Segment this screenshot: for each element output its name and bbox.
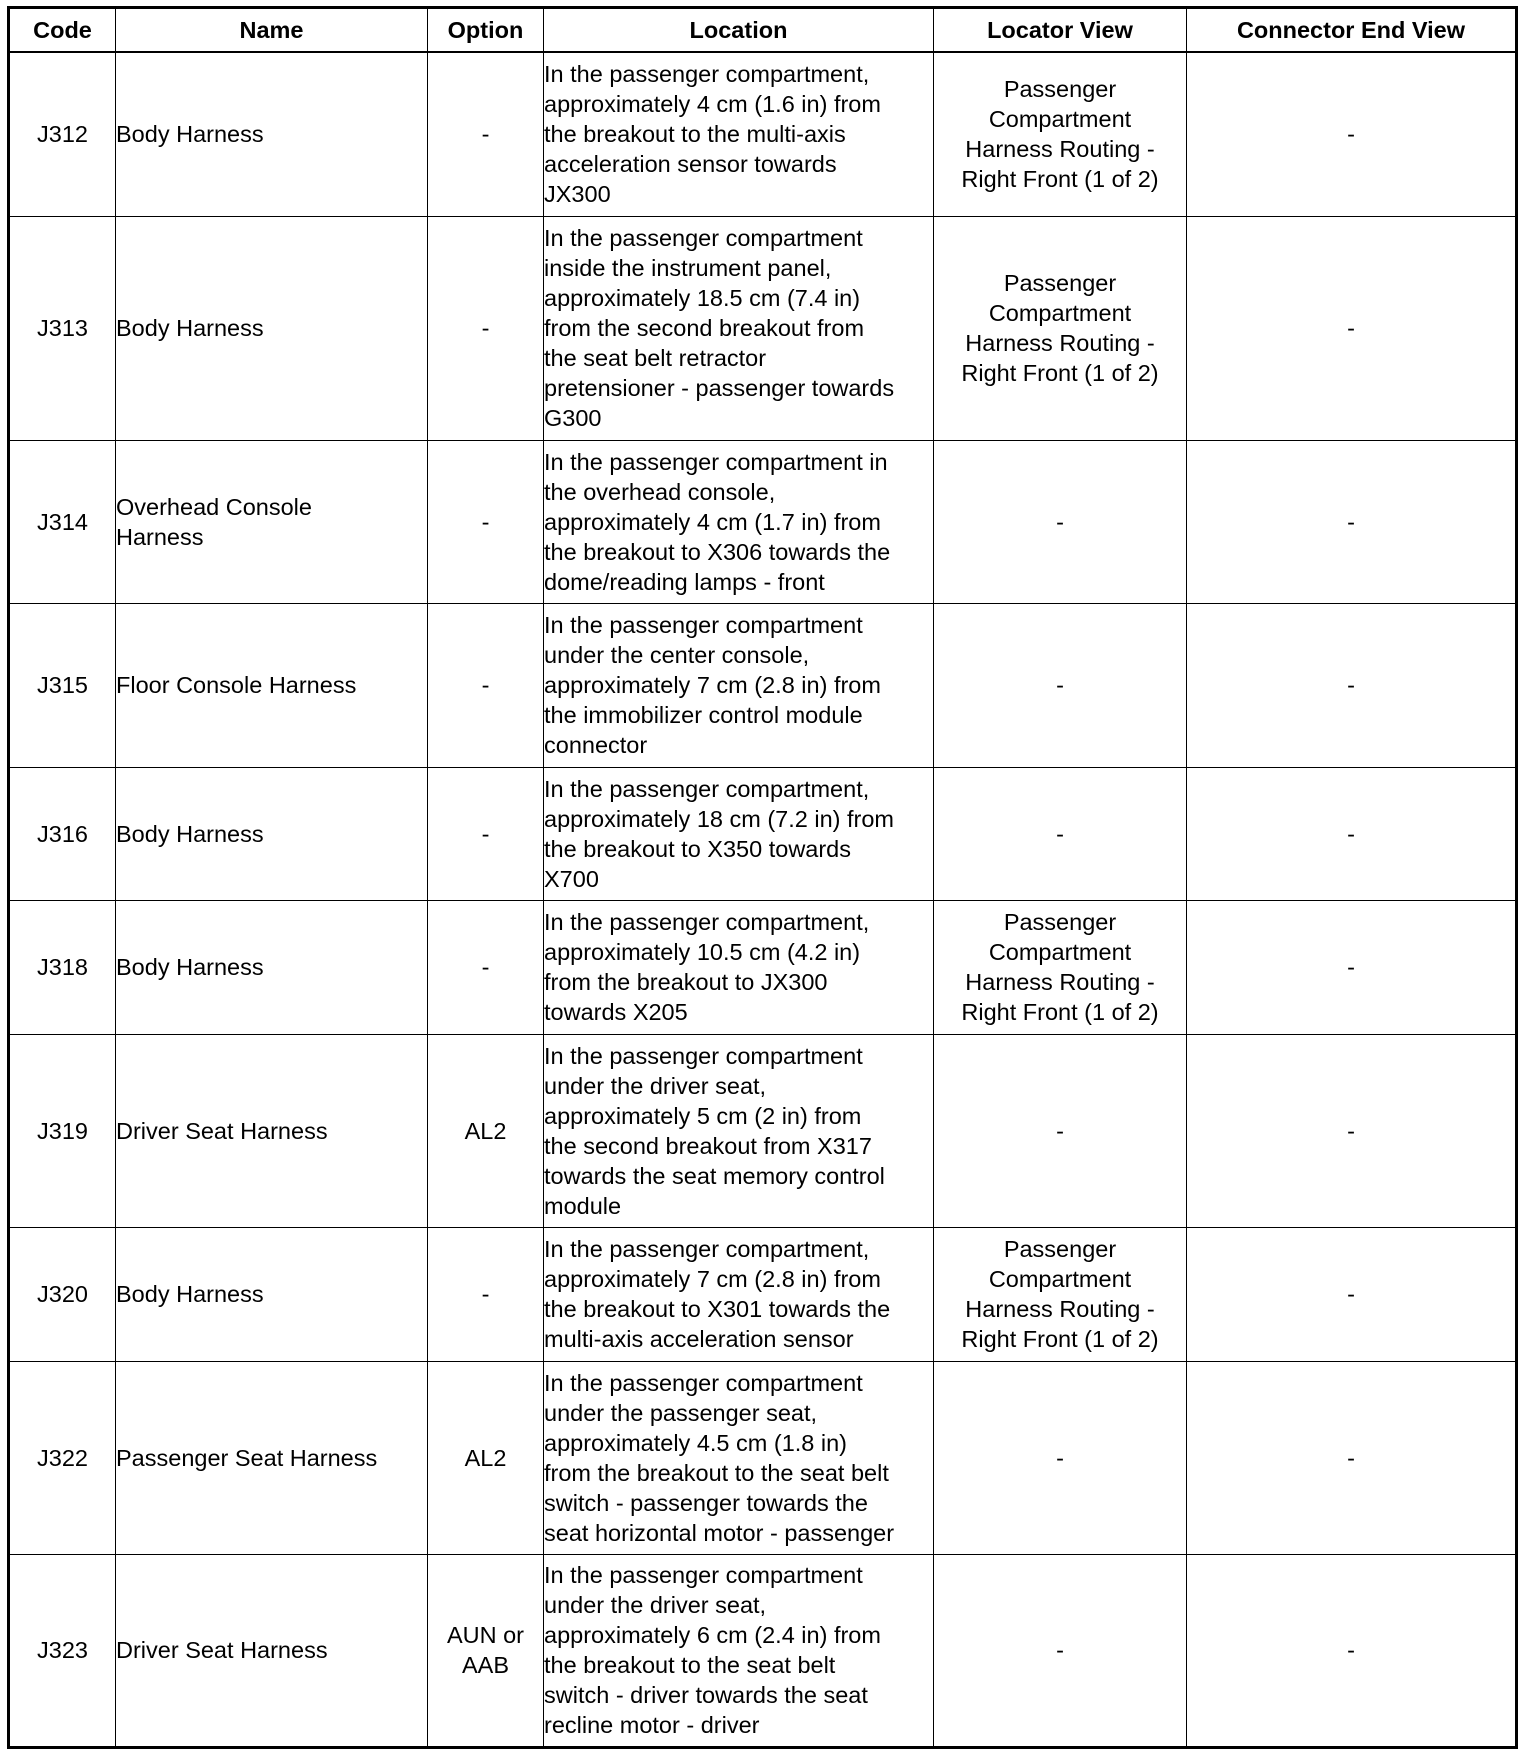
cell-connector-end-view: - xyxy=(1187,52,1517,216)
cell-location xyxy=(544,216,934,440)
cell-locator-view xyxy=(934,1554,1187,1747)
cell-connector-end-view: - xyxy=(1187,900,1517,1034)
cell-locator-view-text: Passenger Compartment Harness Routing - Right Front (1 of 2) xyxy=(961,76,1159,193)
cell-option-text: AL2 xyxy=(464,1117,507,1144)
cell-option xyxy=(428,1227,544,1361)
cell-locator-view xyxy=(934,767,1187,900)
cell-connector-end-view: - xyxy=(1187,216,1517,440)
cell-location xyxy=(544,900,934,1034)
cell-locator-view xyxy=(934,440,1187,603)
cell-connector-end-view: - xyxy=(1187,603,1517,767)
cell-option-text: - xyxy=(481,315,490,341)
cell-locator-view-text: - xyxy=(1056,1444,1064,1471)
table-row xyxy=(9,1034,1517,1227)
cell-name xyxy=(116,1034,428,1227)
table-row xyxy=(9,1361,1517,1554)
cell-name-text: Driver Seat Harness xyxy=(116,1117,328,1144)
cell-code: J318 xyxy=(9,900,116,1034)
cell-locator-view-text: - xyxy=(1056,672,1064,698)
cell-code: J322 xyxy=(9,1361,116,1554)
table-row xyxy=(9,767,1517,900)
header-locator-view: Locator View xyxy=(934,8,1187,53)
cell-location xyxy=(544,52,934,216)
cell-code: J315 xyxy=(9,603,116,767)
cell-connector-end-view: - xyxy=(1187,1554,1517,1747)
cell-locator-view-text: - xyxy=(1056,820,1064,847)
cell-locator-view-text: - xyxy=(1056,508,1064,535)
cell-location-text: In the passenger compartment under the driver seat, approximately 6 cm (2.4 in) from the breakout to the seat belt switch - driver towards the seat recline motor - driver xyxy=(544,1562,881,1738)
cell-code: J316 xyxy=(9,767,116,900)
header-location: Location xyxy=(544,8,934,53)
cell-location xyxy=(544,603,934,767)
cell-option xyxy=(428,1034,544,1227)
cell-option xyxy=(428,216,544,440)
cell-connector-end-view: - xyxy=(1187,1034,1517,1227)
cell-locator-view xyxy=(934,1361,1187,1554)
cell-location-text: In the passenger compartment under the driver seat, approximately 5 cm (2 in) from the second breakout from X317 towards the seat memory control module xyxy=(544,1042,885,1219)
cell-code: J319 xyxy=(9,1034,116,1227)
cell-name xyxy=(116,1227,428,1361)
table-row xyxy=(9,216,1517,440)
cell-location xyxy=(544,1361,934,1554)
cell-locator-view xyxy=(934,1034,1187,1227)
cell-connector-end-view: - xyxy=(1187,1361,1517,1554)
cell-connector-end-view: - xyxy=(1187,767,1517,900)
cell-locator-view xyxy=(934,216,1187,440)
cell-name-text: Body Harness xyxy=(116,820,264,847)
cell-name-text: Overhead Console Harness xyxy=(116,493,312,550)
cell-name xyxy=(116,52,428,216)
cell-locator-view-text: - xyxy=(1056,1637,1064,1663)
cell-option-text: AUN or AAB xyxy=(446,1622,525,1678)
cell-name xyxy=(116,216,428,440)
cell-location-text: In the passenger compartment, approximately 7 cm (2.8 in) from the breakout to X301 towards the multi-axis acceleration sensor xyxy=(544,1236,891,1352)
cell-name-text: Body Harness xyxy=(116,954,264,980)
cell-locator-view-text: Passenger Compartment Harness Routing - Right Front (1 of 2) xyxy=(961,270,1159,386)
cell-option xyxy=(428,767,544,900)
cell-name-text: Passenger Seat Harness xyxy=(116,1444,378,1471)
cell-code: J323 xyxy=(9,1554,116,1747)
cell-option-text: AL2 xyxy=(464,1444,507,1471)
cell-option xyxy=(428,52,544,216)
cell-location-text: In the passenger compartment under the center console, approximately 7 cm (2.8 in) from the immobilizer control module connector xyxy=(544,612,881,758)
cell-option-text: - xyxy=(481,508,490,535)
cell-location xyxy=(544,1227,934,1361)
table-row xyxy=(9,1227,1517,1361)
cell-location-text: In the passenger compartment, approximately 10.5 cm (4.2 in) from the breakout to JX300 towards X205 xyxy=(544,909,870,1025)
cell-location xyxy=(544,440,934,603)
cell-location-text: In the passenger compartment, approximately 18 cm (7.2 in) from the breakout to X350 towards X700 xyxy=(544,775,895,892)
header-option: Option xyxy=(428,8,544,53)
cell-name-text: Body Harness xyxy=(116,315,264,341)
cell-location xyxy=(544,767,934,900)
cell-option xyxy=(428,1554,544,1747)
cell-name xyxy=(116,900,428,1034)
cell-option xyxy=(428,900,544,1034)
table-header-row xyxy=(9,8,1517,53)
cell-name xyxy=(116,440,428,603)
cell-option-text: - xyxy=(481,672,490,698)
cell-code: J313 xyxy=(9,216,116,440)
cell-name xyxy=(116,1361,428,1554)
cell-location xyxy=(544,1554,934,1747)
cell-option xyxy=(428,1361,544,1554)
cell-location-text: In the passenger compartment inside the instrument panel, approximately 18.5 cm (7.4 in) from the second breakout from the seat belt retractor pretensioner - passenger towards G300 xyxy=(544,225,895,431)
table-row xyxy=(9,1554,1517,1747)
cell-name xyxy=(116,767,428,900)
cell-name xyxy=(116,603,428,767)
header-connector-end-view: Connector End View xyxy=(1187,8,1517,53)
cell-option-text: - xyxy=(481,954,490,980)
cell-connector-end-view: - xyxy=(1187,1227,1517,1361)
cell-option-text: - xyxy=(481,121,490,148)
connector-table xyxy=(7,6,1518,1749)
cell-name-text: Body Harness xyxy=(116,121,264,148)
cell-name-text: Body Harness xyxy=(116,1281,264,1307)
cell-location xyxy=(544,1034,934,1227)
cell-location-text: In the passenger compartment under the passenger seat, approximately 4.5 cm (1.8 in) from the breakout to the seat belt switch - passenger towards the seat horizontal motor - passenger xyxy=(544,1369,895,1546)
table-row xyxy=(9,603,1517,767)
cell-locator-view-text: Passenger Compartment Harness Routing - Right Front (1 of 2) xyxy=(961,909,1159,1025)
cell-locator-view-text: - xyxy=(1056,1117,1064,1144)
cell-location-text: In the passenger compartment in the overhead console, approximately 4 cm (1.7 in) from the breakout to X306 towards the dome/reading lamps - front xyxy=(544,448,891,595)
cell-code: J314 xyxy=(9,440,116,603)
cell-option xyxy=(428,440,544,603)
header-name: Name xyxy=(116,8,428,53)
table-row xyxy=(9,900,1517,1034)
cell-option-text: - xyxy=(481,1281,490,1307)
cell-option xyxy=(428,603,544,767)
cell-name xyxy=(116,1554,428,1747)
cell-location-text: In the passenger compartment, approximately 4 cm (1.6 in) from the breakout to the multi-axis acceleration sensor towards JX300 xyxy=(544,61,881,208)
cell-locator-view xyxy=(934,1227,1187,1361)
table-row xyxy=(9,440,1517,603)
cell-locator-view xyxy=(934,52,1187,216)
cell-option-text: - xyxy=(481,820,490,847)
cell-connector-end-view: - xyxy=(1187,440,1517,603)
cell-locator-view xyxy=(934,900,1187,1034)
cell-code: J320 xyxy=(9,1227,116,1361)
header-code: Code xyxy=(9,8,116,53)
cell-locator-view-text: Passenger Compartment Harness Routing - Right Front (1 of 2) xyxy=(961,1236,1159,1352)
cell-locator-view xyxy=(934,603,1187,767)
cell-name-text: Floor Console Harness xyxy=(116,672,357,698)
cell-name-text: Driver Seat Harness xyxy=(116,1637,328,1663)
table-row xyxy=(9,52,1517,216)
cell-code: J312 xyxy=(9,52,116,216)
